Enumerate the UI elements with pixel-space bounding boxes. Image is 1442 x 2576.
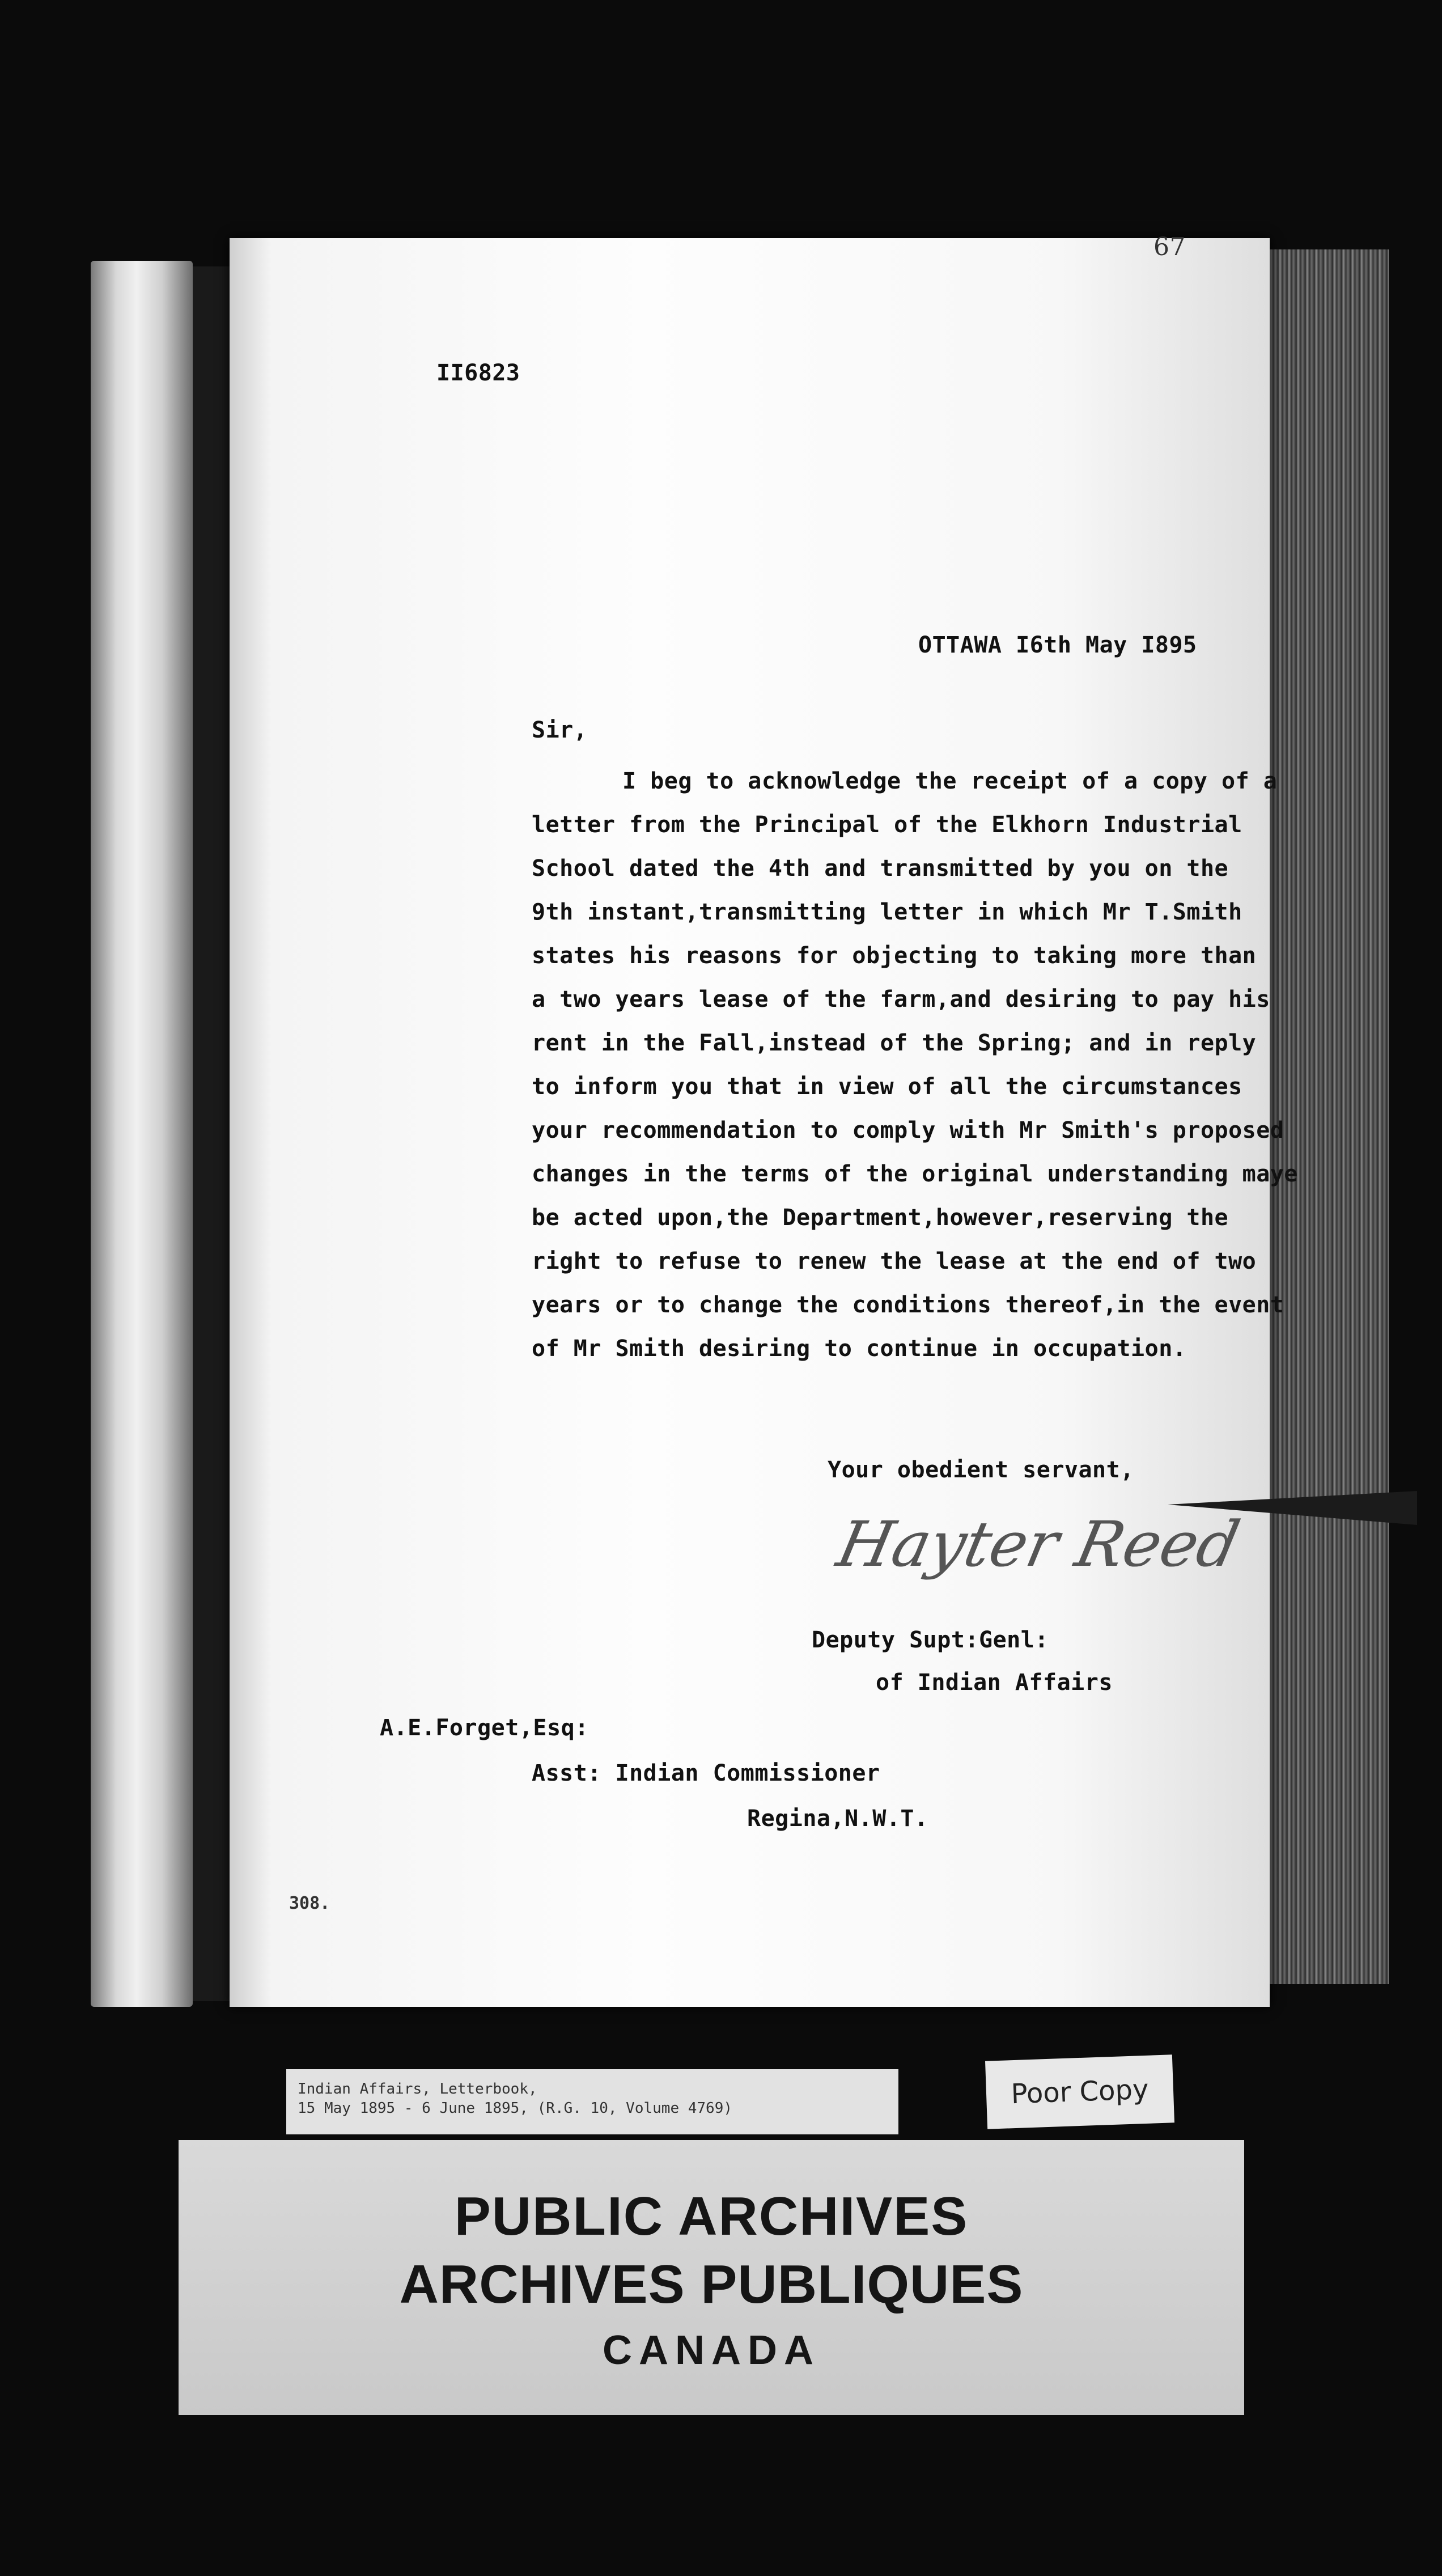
letter-body	[532, 760, 1298, 1371]
signer-title: Deputy Supt:Genl:	[812, 1627, 1049, 1653]
reference-slip	[286, 2069, 898, 2134]
body-line: be acted upon,the Department,however,reserving the	[532, 1205, 1229, 1231]
page-mark: 308.	[289, 1893, 330, 1913]
addressee-place: Regina,N.W.T.	[747, 1806, 928, 1832]
body-line: School dated the 4th and transmitted by you on the	[532, 855, 1229, 882]
body-line: your recommendation to comply with Mr Smith's proposed	[532, 1117, 1284, 1143]
folio-number: 67	[1153, 232, 1186, 261]
poor-copy-label: Poor Copy	[985, 2054, 1174, 2129]
body-line: of Mr Smith desiring to continue in occupation.	[532, 1336, 1187, 1362]
body-line: I beg to acknowledge the receipt of a copy of a	[622, 768, 1278, 794]
body-line: 9th instant,transmitting letter in which Mr T.Smith	[532, 899, 1242, 925]
book-spine-strip	[91, 261, 193, 2007]
banner-title-en: PUBLIC ARCHIVES	[454, 2186, 969, 2247]
addressee-name: A.E.Forget,Esq:	[380, 1715, 589, 1741]
body-line: years or to change the conditions thereof,in the event	[532, 1292, 1284, 1318]
body-line: right to refuse to renew the lease at the end of two	[532, 1248, 1257, 1274]
reference-line: Indian Affairs, Letterbook,	[298, 2081, 537, 2098]
body-line: to inform you that in view of all the circumstances	[532, 1074, 1242, 1100]
reference-line: 15 May 1895 - 6 June 1895, (R.G. 10, Volume 4769)	[298, 2100, 733, 2117]
body-line: a two years lease of the farm,and desiring to pay his	[532, 986, 1270, 1012]
body-line: letter from the Principal of the Elkhorn Industrial	[532, 812, 1242, 838]
banner-title-fr: ARCHIVES PUBLIQUES	[399, 2254, 1024, 2315]
closing: Your obedient servant,	[828, 1457, 1134, 1483]
salutation: Sir,	[532, 717, 588, 743]
banner-country: CANADA	[603, 2328, 820, 2373]
addressee-title: Asst: Indian Commissioner	[532, 1760, 880, 1786]
signer-department: of Indian Affairs	[876, 1670, 1113, 1696]
spine-shadow	[193, 266, 232, 2001]
file-number: II6823	[436, 360, 520, 386]
dateline: OTTAWA I6th May I895	[918, 632, 1197, 658]
body-line: rent in the Fall,instead of the Spring; and in reply	[532, 1030, 1257, 1056]
archives-banner	[179, 2140, 1244, 2415]
body-line: states his reasons for objecting to taking more than	[532, 943, 1257, 969]
body-line: changes in the terms of the original understanding maye	[532, 1161, 1299, 1187]
handwritten-signature: Hayter Reed	[831, 1508, 1246, 1581]
